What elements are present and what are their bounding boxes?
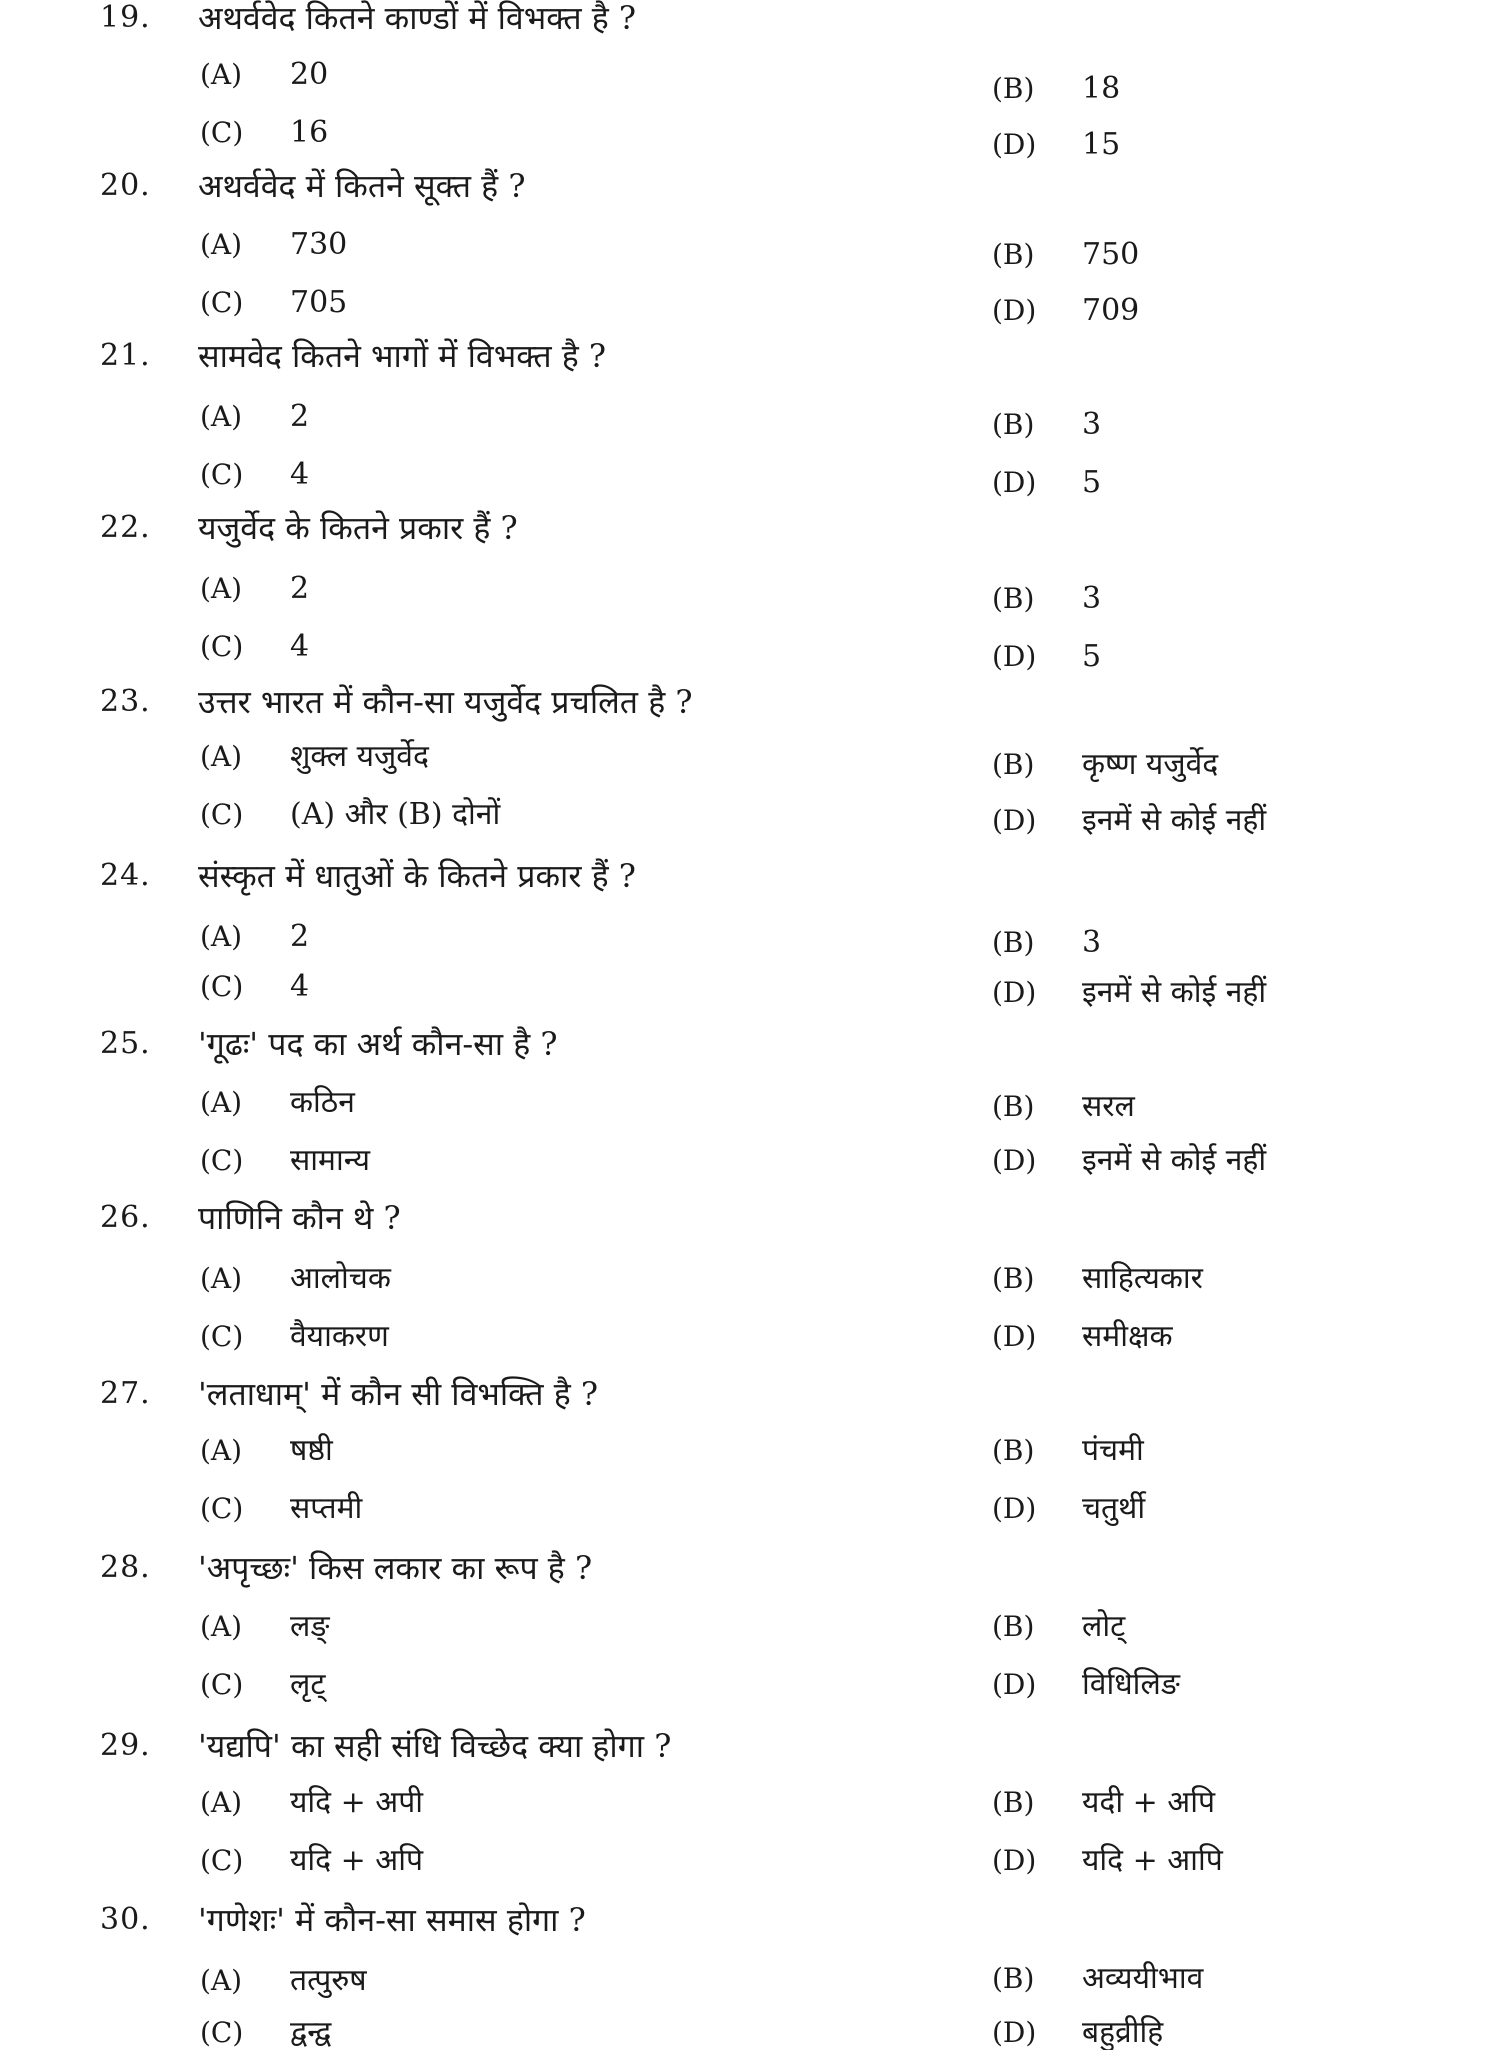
option-text: आलोचक [290,1261,391,1296]
question-number: 19. [100,0,151,35]
option-text: यदि + अपी [290,1785,424,1820]
option-label: (B) [992,408,1035,441]
option-label: (C) [200,630,244,663]
option-text: 3 [1082,407,1102,442]
option-label: (B) [992,238,1035,271]
question-text: 'गणेशः' में कौन-सा समास होगा ? [198,1901,586,1939]
question-number: 20. [100,168,151,203]
option-text: पंचमी [1082,1433,1144,1468]
option-text: लङ् [290,1609,330,1644]
option-text: 20 [290,57,329,92]
option-text: चतुर्थी [1082,1491,1146,1526]
option-label: (D) [992,1320,1037,1353]
question-text: अथर्ववेद कितने काण्डों में विभक्त है ? [198,0,637,37]
option-text: वैयाकरण [290,1319,389,1354]
option-label: (D) [992,976,1037,1009]
option-label: (B) [992,1962,1035,1995]
option-text: 2 [290,399,310,434]
question-number: 25. [100,1026,151,1061]
option-label: (B) [992,1090,1035,1123]
option-label: (D) [992,1492,1037,1525]
option-text: (A) और (B) दोनों [290,797,501,832]
question-number: 27. [100,1376,151,1411]
option-text: इनमें से कोई नहीं [1082,1143,1267,1178]
option-label: (D) [992,804,1037,837]
option-text: 705 [290,285,348,320]
option-text: सप्तमी [290,1491,363,1526]
option-label: (D) [992,1844,1037,1877]
option-text: 750 [1082,237,1140,272]
option-text: 4 [290,629,310,664]
option-label: (C) [200,2016,244,2049]
option-text: बहुव्रीहि [1082,2015,1164,2050]
option-text: अव्ययीभाव [1082,1961,1204,1996]
option-text: 2 [290,919,310,954]
option-text: षष्ठी [290,1433,333,1468]
option-label: (C) [200,286,244,319]
question-text: 'अपृच्छः' किस लकार का रूप है ? [198,1549,593,1587]
option-text: सामान्य [290,1143,371,1178]
option-text: 15 [1082,127,1121,162]
option-label: (B) [992,1262,1035,1295]
option-text: इनमें से कोई नहीं [1082,975,1267,1010]
option-label: (D) [992,294,1037,327]
option-text: यदि + अपि [290,1843,424,1878]
option-label: (C) [200,1844,244,1877]
question-text: पाणिनि कौन थे ? [198,1199,401,1237]
option-text: 16 [290,115,329,150]
option-text: यदि + आपि [1082,1843,1223,1878]
question-text: 'लताधाम्' में कौन सी विभक्ति है ? [198,1375,599,1413]
question-number: 30. [100,1902,151,1937]
question-text: सामवेद कितने भागों में विभक्त है ? [198,337,607,375]
option-label: (C) [200,1668,244,1701]
option-text: 18 [1082,71,1121,106]
question-text: अथर्ववेद में कितने सूक्त हैं ? [198,167,526,205]
option-text: कृष्ण यजुर्वेद [1082,747,1219,782]
option-text: 4 [290,457,310,492]
option-text: साहित्यकार [1082,1261,1203,1296]
question-number: 21. [100,338,151,373]
option-text: 3 [1082,925,1102,960]
option-label: (A) [200,228,243,261]
question-text: 'यद्यपि' का सही संधि विच्छेद क्या होगा ? [198,1727,672,1765]
option-text: कठिन [290,1085,355,1120]
option-label: (C) [200,458,244,491]
question-number: 29. [100,1728,151,1763]
option-label: (A) [200,1610,243,1643]
option-label: (A) [200,1786,243,1819]
option-label: (D) [992,640,1037,673]
option-label: (D) [992,466,1037,499]
question-text: संस्कृत में धातुओं के कितने प्रकार हैं ? [198,857,636,895]
option-text: विधिलिङ [1082,1667,1180,1702]
question-number: 22. [100,510,151,545]
option-label: (C) [200,1492,244,1525]
option-text: 709 [1082,293,1140,328]
option-text: 3 [1082,581,1102,616]
question-number: 23. [100,684,151,719]
option-label: (A) [200,740,243,773]
option-text: द्वन्द्व [290,2015,332,2050]
option-label: (D) [992,1144,1037,1177]
option-text: 5 [1082,465,1102,500]
question-text: 'गूढः' पद का अर्थ कौन-सा है ? [198,1025,558,1063]
option-label: (B) [992,72,1035,105]
option-label: (A) [200,1964,243,1997]
question-number: 24. [100,858,151,893]
option-text: 4 [290,969,310,1004]
option-text: लृट् [290,1667,326,1702]
option-text: तत्पुरुष [290,1963,367,1998]
option-label: (C) [200,970,244,1003]
option-label: (B) [992,1786,1035,1819]
option-label: (A) [200,572,243,605]
option-label: (B) [992,1434,1035,1467]
option-label: (C) [200,116,244,149]
option-label: (C) [200,1144,244,1177]
option-text: लोट् [1082,1609,1126,1644]
question-number: 28. [100,1550,151,1585]
option-text: समीक्षक [1082,1319,1173,1354]
option-label: (A) [200,1262,243,1295]
option-label: (A) [200,400,243,433]
option-label: (D) [992,128,1037,161]
option-text: 730 [290,227,348,262]
option-label: (C) [200,798,244,831]
option-label: (C) [200,1320,244,1353]
option-label: (B) [992,748,1035,781]
question-number: 26. [100,1200,151,1235]
question-text: उत्तर भारत में कौन-सा यजुर्वेद प्रचलित है ? [198,683,693,721]
option-text: यदी + अपि [1082,1785,1216,1820]
option-label: (D) [992,2016,1037,2049]
option-label: (B) [992,582,1035,615]
option-label: (A) [200,920,243,953]
option-text: इनमें से कोई नहीं [1082,803,1267,838]
option-label: (B) [992,926,1035,959]
option-label: (B) [992,1610,1035,1643]
option-label: (A) [200,1434,243,1467]
question-text: यजुर्वेद के कितने प्रकार हैं ? [198,509,518,547]
option-label: (D) [992,1668,1037,1701]
option-label: (A) [200,1086,243,1119]
option-text: शुक्ल यजुर्वेद [290,739,429,774]
option-label: (A) [200,58,243,91]
option-text: सरल [1082,1089,1135,1124]
option-text: 5 [1082,639,1102,674]
option-text: 2 [290,571,310,606]
